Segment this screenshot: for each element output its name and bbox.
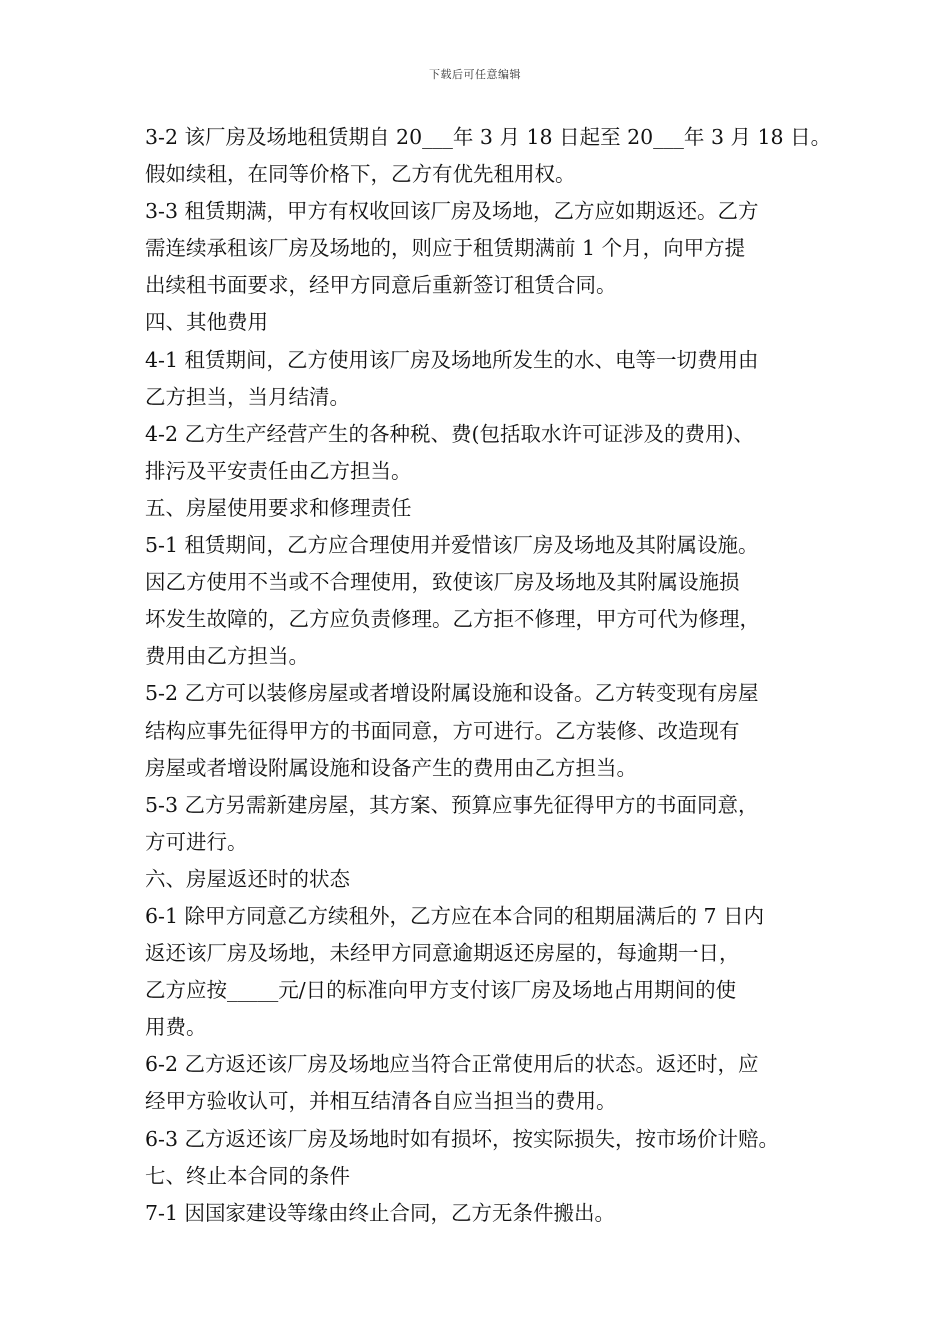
section-heading: 四、其他费用 — [145, 310, 268, 335]
text-line: 坏发生故障的，乙方应负责修理。乙方拒不修理，甲方可代为修理， — [145, 607, 760, 632]
text-line: 乙方担当，当月结清。 — [145, 384, 350, 409]
page-header: 下载后可任意编辑 — [429, 68, 521, 81]
text-line: 5-1 租赁期间，乙方应合理使用并爱惜该厂房及场地及其附属设施。 — [145, 533, 759, 558]
text-line: 3-3 租赁期满，甲方有权收回该厂房及场地，乙方应如期返还。乙方 — [145, 199, 759, 224]
text-line: 结构应事先征得甲方的书面同意，方可进行。乙方装修、改造现有 — [145, 718, 740, 743]
text-line: 排污及平安责任由乙方担当。 — [145, 458, 412, 483]
text-line: 用费。 — [145, 1015, 207, 1040]
text-line: 经甲方验收认可，并相互结清各自应当担当的费用。 — [145, 1089, 617, 1114]
document-body — [145, 119, 832, 1232]
text-line: 5-2 乙方可以装修房屋或者增设附属设施和设备。乙方转变现有房屋 — [145, 681, 759, 706]
text-line: 3-2 该厂房及场地租赁期自 20___年 3 月 18 日起至 20___年 3 月 18 日。 — [145, 125, 832, 149]
text-line: 方可进行。 — [145, 829, 248, 854]
text-line: 4-1 租赁期间，乙方使用该厂房及场地所发生的水、电等一切费用由 — [145, 347, 759, 372]
text-line: 5-3 乙方另需新建房屋，其方案、预算应事先征得甲方的书面同意， — [145, 792, 759, 817]
text-line: 7-1 因国家建设等缘由终止合同，乙方无条件搬出。 — [145, 1200, 616, 1225]
section-heading: 七、终止本合同的条件 — [145, 1163, 350, 1188]
text-line: 返还该厂房及场地，未经甲方同意逾期返还房屋的，每逾期一日， — [145, 941, 740, 966]
text-line: 乙方应按_____元/日的标准向甲方支付该厂房及场地占用期间的使 — [145, 978, 737, 1003]
text-line: 费用由乙方担当。 — [145, 644, 309, 669]
text-line: 6-1 除甲方同意乙方续租外，乙方应在本合同的租期届满后的 7 日内 — [145, 903, 765, 928]
text-line: 4-2 乙方生产经营产生的各种税、费(包括取水许可证涉及的费用)、 — [145, 421, 755, 446]
text-line: 假如续租，在同等价格下，乙方有优先租用权。 — [145, 162, 576, 187]
text-line: 因乙方使用不当或不合理使用，致使该厂房及场地及其附属设施损 — [145, 570, 740, 595]
section-heading: 五、房屋使用要求和修理责任 — [145, 495, 412, 520]
text-line: 6-3 乙方返还该厂房及场地时如有损坏，按实际损失，按市场价计赔。 — [145, 1126, 780, 1151]
text-line: 房屋或者增设附属设施和设备产生的费用由乙方担当。 — [145, 755, 637, 780]
section-heading: 六、房屋返还时的状态 — [145, 866, 350, 891]
text-line: 需连续承租该厂房及场地的，则应于租赁期满前 1 个月，向甲方提 — [145, 236, 746, 261]
text-line: 6-2 乙方返还该厂房及场地应当符合正常使用后的状态。返还时，应 — [145, 1052, 759, 1077]
text-line: 出续租书面要求，经甲方同意后重新签订租赁合同。 — [145, 273, 617, 298]
